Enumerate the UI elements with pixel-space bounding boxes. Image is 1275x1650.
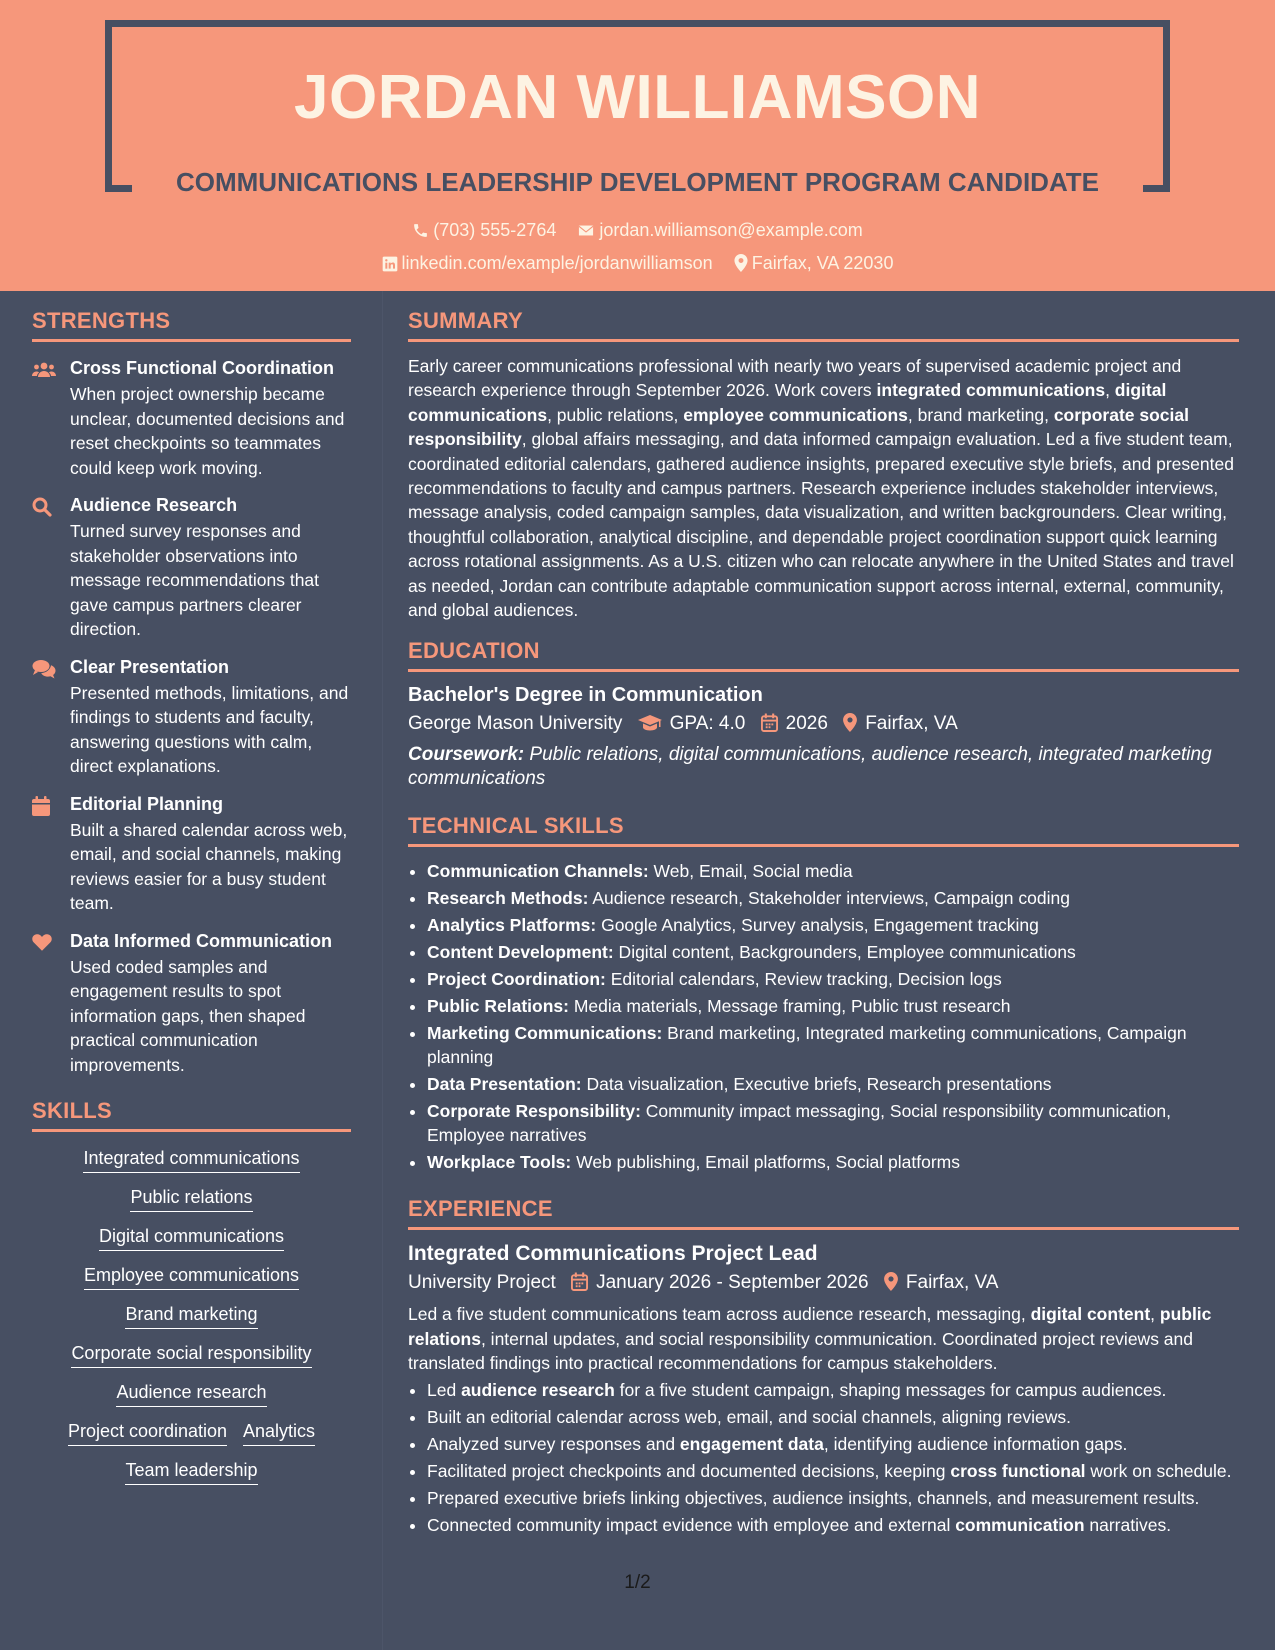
strength-item bbox=[32, 657, 351, 779]
contact-row-2 bbox=[0, 253, 1275, 274]
strength-title: Cross Functional Coordination bbox=[70, 358, 334, 378]
skill-value: Data visualization, Executive briefs, Research presentations bbox=[581, 1074, 1052, 1095]
strength-title: Editorial Planning bbox=[70, 793, 224, 814]
technical-skills-list bbox=[408, 859, 1239, 1174]
strength-desc: Used coded samples and engagement results to spot information gaps, then shaped practical communication improvements. bbox=[70, 956, 306, 1075]
candidate-title: COMMUNICATIONS LEADERSHIP DEVELOPMENT PROGRAM CANDIDATE bbox=[150, 167, 1125, 198]
text-run: , identifying audience information gaps. bbox=[823, 1433, 1128, 1454]
list-item bbox=[427, 1021, 1239, 1069]
frame-foot-right bbox=[1143, 185, 1170, 192]
list-item bbox=[427, 940, 1239, 964]
skill-label: Analytics Platforms: bbox=[427, 915, 597, 936]
strength-title: Clear Presentation bbox=[70, 656, 230, 677]
skill-label: Marketing Communications: bbox=[427, 1023, 663, 1044]
strength-item bbox=[32, 358, 351, 480]
emphasis-text: digital content bbox=[1030, 1304, 1151, 1325]
graduation-cap-icon bbox=[638, 714, 662, 732]
dates-item bbox=[571, 1272, 869, 1294]
linkedin-text: linkedin.com/example/jordanwilliamson bbox=[401, 253, 713, 273]
list-item bbox=[427, 1459, 1239, 1483]
linkedin-item[interactable] bbox=[382, 253, 713, 274]
text-run: Prepared executive briefs linking objectives, audience insights, channels, and measurement results. bbox=[427, 1487, 1200, 1508]
contact-row-1 bbox=[0, 220, 1275, 241]
exp-location-item bbox=[884, 1272, 999, 1294]
list-item bbox=[427, 1513, 1239, 1537]
skill-tag: Public relations bbox=[130, 1187, 252, 1212]
left-column bbox=[32, 291, 351, 1499]
resume-header bbox=[0, 0, 1275, 291]
skill-value: Audience research, Stakeholder interviews, Campaign coding bbox=[588, 888, 1070, 909]
skill-value: Web, Email, Social media bbox=[648, 861, 853, 882]
exp-location-text: Fairfax, VA bbox=[905, 1272, 999, 1294]
text-run: , public relations, bbox=[547, 404, 684, 425]
coursework bbox=[408, 743, 1239, 791]
calendar-icon bbox=[32, 794, 70, 916]
phone-icon bbox=[412, 222, 429, 239]
skill-value: Brand marketing, Integrated marketing communications, Campaign planning bbox=[427, 1023, 1187, 1068]
skill-label: Content Development: bbox=[427, 942, 614, 963]
summary-heading: SUMMARY bbox=[408, 308, 1239, 342]
skill-tag: Digital communications bbox=[99, 1226, 284, 1251]
skill-value: Digital content, Backgrounders, Employee communications bbox=[613, 942, 1076, 963]
text-run: , bbox=[1105, 380, 1115, 401]
list-item bbox=[427, 967, 1239, 991]
email-text: jordan.williamson@example.com bbox=[599, 220, 863, 240]
strength-desc: Turned survey responses and stakeholder observations into message recommendations that gave campus partners clearer direction. bbox=[70, 521, 320, 639]
strengths-heading: STRENGTHS bbox=[32, 308, 351, 342]
calendar-icon bbox=[571, 1272, 588, 1291]
summary-text bbox=[408, 354, 1239, 622]
strength-item bbox=[32, 794, 351, 916]
experience-summary bbox=[408, 1302, 1239, 1375]
edu-location-item bbox=[843, 713, 958, 735]
strength-title: Audience Research bbox=[70, 495, 238, 515]
text-run: Connected community impact evidence with employee and external bbox=[427, 1514, 956, 1535]
skill-value: Web publishing, Email platforms, Social platforms bbox=[571, 1152, 960, 1173]
list-item bbox=[427, 994, 1239, 1018]
gpa-item bbox=[638, 713, 746, 735]
skill-label: Project Coordination: bbox=[427, 969, 606, 990]
emphasis-text: digital communications bbox=[408, 380, 1167, 425]
school-name: George Mason University bbox=[408, 713, 623, 735]
location-item bbox=[734, 253, 894, 274]
skill-value: Community impact messaging, Social responsibility communication, Employee narratives bbox=[427, 1101, 1171, 1146]
text-run: , brand marketing, bbox=[907, 404, 1054, 425]
skill-label: Communication Channels: bbox=[427, 861, 649, 882]
heart-icon bbox=[32, 931, 70, 1078]
emphasis-text: audience research bbox=[461, 1379, 615, 1400]
text-run: work on schedule. bbox=[1085, 1460, 1232, 1481]
list-item bbox=[427, 1378, 1239, 1402]
skills-heading: SKILLS bbox=[32, 1098, 351, 1132]
right-column bbox=[408, 291, 1239, 1540]
list-item bbox=[427, 1486, 1239, 1510]
skill-tag: Audience research bbox=[116, 1382, 266, 1407]
text-run: Led a five student communications team across audience research, messaging, bbox=[408, 1304, 1031, 1325]
text-run: narratives. bbox=[1084, 1514, 1172, 1535]
skill-label: Research Methods: bbox=[427, 888, 589, 909]
experience-meta bbox=[408, 1272, 1239, 1294]
technical-skills-heading: TECHNICAL SKILLS bbox=[408, 813, 1239, 847]
degree-title: Bachelor's Degree in Communication bbox=[408, 684, 763, 707]
list-item bbox=[427, 1150, 1239, 1174]
list-item bbox=[427, 859, 1239, 883]
skill-label: Data Presentation: bbox=[427, 1074, 582, 1095]
emphasis-text: corporate social responsibility bbox=[408, 404, 1190, 450]
strength-title: Data Informed Communication bbox=[70, 930, 333, 951]
phone-text: (703) 555-2764 bbox=[433, 220, 557, 240]
text-run: Facilitated project checkpoints and documented decisions, keeping bbox=[427, 1460, 951, 1481]
coursework-label: Coursework: bbox=[408, 744, 525, 766]
email-item[interactable] bbox=[577, 220, 862, 241]
emphasis-text: engagement data bbox=[679, 1433, 824, 1454]
dates-text: January 2026 - September 2026 bbox=[596, 1272, 869, 1294]
emphasis-text: public relations bbox=[408, 1304, 1212, 1349]
skill-value: Media materials, Message framing, Public trust research bbox=[568, 996, 1011, 1017]
skill-label: Workplace Tools: bbox=[427, 1152, 572, 1173]
skill-value: Google Analytics, Survey analysis, Engagement tracking bbox=[596, 915, 1039, 936]
skills-tags bbox=[32, 1144, 351, 1485]
list-item bbox=[427, 1072, 1239, 1096]
skill-value: Editorial calendars, Review tracking, Decision logs bbox=[605, 969, 1002, 990]
search-icon bbox=[32, 495, 70, 642]
emphasis-text: employee communications bbox=[683, 404, 908, 425]
users-icon bbox=[32, 358, 70, 480]
envelope-icon bbox=[577, 222, 595, 239]
text-run: Built an editorial calendar across web, email, and social channels, aligning reviews. bbox=[427, 1406, 1071, 1427]
experience-heading: EXPERIENCE bbox=[408, 1196, 1239, 1230]
skill-tag: Employee communications bbox=[84, 1265, 299, 1290]
skill-tag: Team leadership bbox=[125, 1460, 257, 1485]
text-run: , global affairs messaging, and data informed campaign evaluation. Led a five student team, coordinated editorial calendars, gathered audience insights, prepared executive style briefs, and presented recommendations to faculty and campus partners. Research experience includes stakeholder interviews, message analysis, coded campaign samples, data visualization, and written backgrounders. Clear writing, thoughtful collaboration, analytical discipline, and dependable project coordination support quick learning across rotational assignments. As a U.S. citizen who can relocate anywhere in the United States and travel as needed, Jordan can contribute adaptable communication support across internal, external, community, and global audiences. bbox=[408, 429, 1234, 621]
skill-label: Corporate Responsibility: bbox=[427, 1101, 641, 1122]
column-divider bbox=[382, 291, 383, 1650]
text-run: Early career communications professional with nearly two years of supervised academic project and research experience through September 2026. Work covers bbox=[408, 356, 1182, 401]
experience-role: Integrated Communications Project Lead bbox=[408, 1242, 818, 1266]
location-text: Fairfax, VA 22030 bbox=[751, 253, 894, 273]
skill-tag: Brand marketing bbox=[125, 1304, 257, 1329]
map-pin-icon bbox=[734, 254, 748, 272]
emphasis-text: communication bbox=[955, 1514, 1085, 1535]
experience-bullets bbox=[408, 1378, 1239, 1537]
strength-desc: Presented methods, limitations, and findings to students and faculty, answering questions with calm, direct explanations. bbox=[70, 682, 349, 776]
frame-foot-left bbox=[105, 185, 132, 192]
skill-tag: Integrated communications bbox=[83, 1148, 299, 1173]
text-run: , bbox=[1150, 1304, 1160, 1325]
list-item bbox=[427, 1405, 1239, 1429]
candidate-name: JORDAN WILLIAMSON bbox=[293, 63, 982, 132]
map-pin-icon bbox=[884, 1272, 898, 1291]
emphasis-text: integrated communications bbox=[876, 380, 1106, 401]
strength-desc: Built a shared calendar across web, email, and social channels, making reviews easier for a busy student team. bbox=[70, 819, 348, 913]
text-run: for a five student campaign, shaping messages for campus audiences. bbox=[614, 1379, 1167, 1400]
strength-item bbox=[32, 931, 351, 1078]
emphasis-text: cross functional bbox=[950, 1460, 1086, 1481]
education-heading: EDUCATION bbox=[408, 638, 1239, 672]
map-pin-icon bbox=[843, 713, 857, 732]
calendar-icon bbox=[761, 713, 778, 732]
coursework-text: Public relations, digital communications, audience research, integrated marketing communications bbox=[408, 744, 1212, 790]
page-number: 1/2 bbox=[624, 1572, 651, 1593]
skill-tag: Analytics bbox=[243, 1421, 315, 1446]
org-name: University Project bbox=[408, 1272, 556, 1294]
text-run: Analyzed survey responses and bbox=[427, 1433, 680, 1454]
strength-item bbox=[32, 495, 351, 642]
text-run: Led bbox=[427, 1379, 462, 1400]
phone-item[interactable] bbox=[412, 220, 556, 241]
gpa-text: GPA: 4.0 bbox=[669, 713, 746, 735]
list-item bbox=[427, 913, 1239, 937]
chat-icon bbox=[32, 657, 70, 779]
list-item bbox=[427, 1099, 1239, 1147]
year-text: 2026 bbox=[785, 713, 828, 735]
skill-tag: Project coordination bbox=[68, 1421, 227, 1446]
list-item bbox=[427, 886, 1239, 910]
strength-desc: When project ownership became unclear, documented decisions and reset checkpoints so teammates could keep work moving. bbox=[70, 384, 345, 478]
linkedin-icon bbox=[382, 256, 398, 272]
list-item bbox=[427, 1432, 1239, 1456]
text-run: , internal updates, and social responsibility communication. Coordinated project reviews and translated findings into practical recommendations for campus stakeholders. bbox=[408, 1328, 1194, 1374]
edu-location-text: Fairfax, VA bbox=[865, 713, 958, 735]
education-meta bbox=[408, 713, 1239, 735]
year-item bbox=[761, 713, 828, 735]
skill-tag: Corporate social responsibility bbox=[71, 1343, 311, 1368]
skill-label: Public Relations: bbox=[427, 996, 569, 1017]
